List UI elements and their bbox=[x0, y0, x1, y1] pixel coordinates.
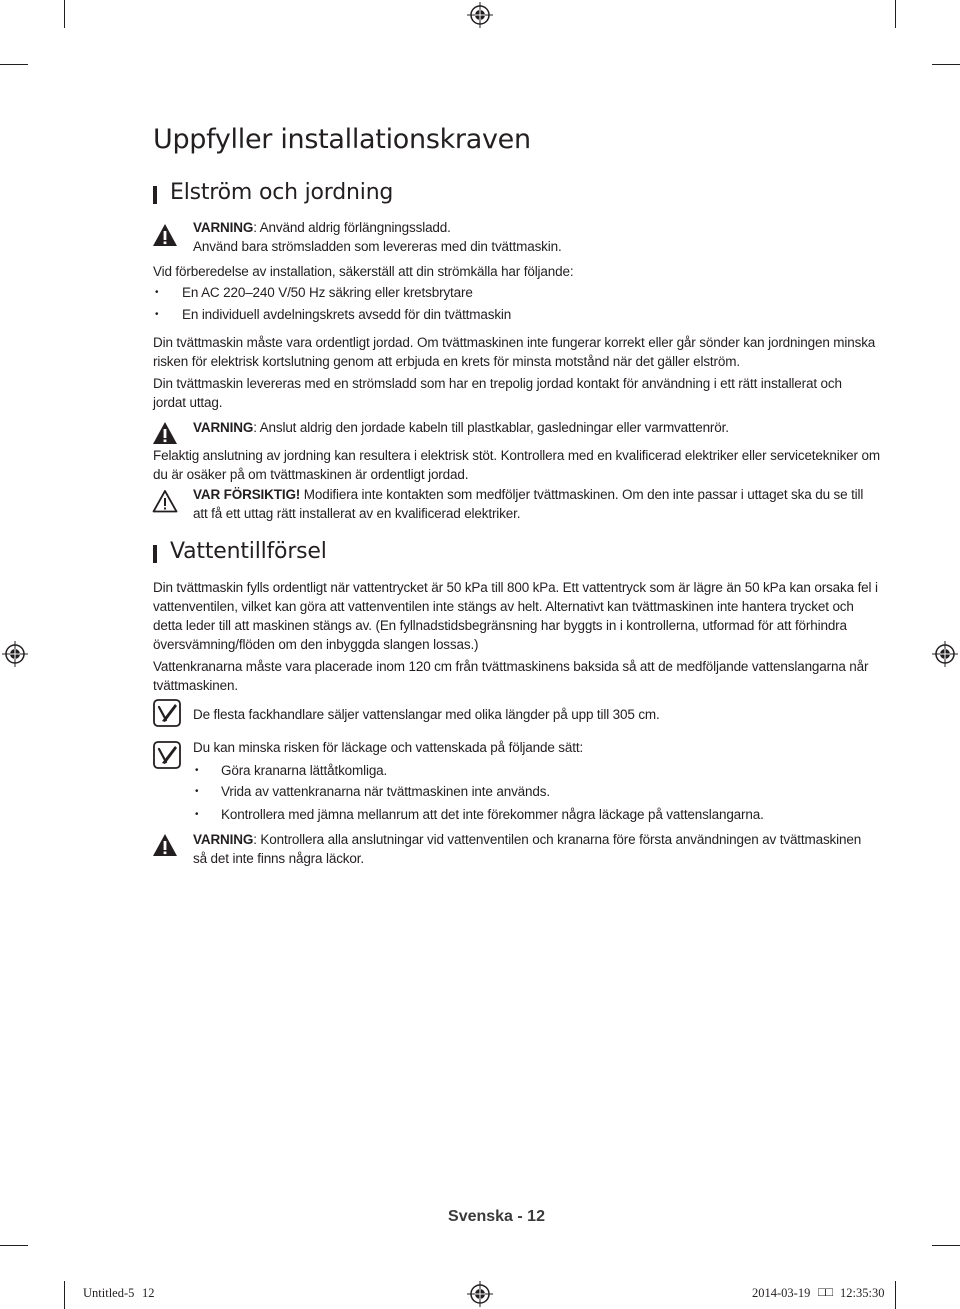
warning-label: VARNING bbox=[193, 420, 254, 435]
paragraph-water-pressure-line: detta leder till att maskinen stängs av. (En fyllnadstidsbegränsning har byggts in i kontrollerna, utformad för att förhindra bbox=[153, 618, 847, 633]
paragraph-incorrect-grounding-line: du är osäker på om tvättmaskinen är ordentligt jordad. bbox=[153, 467, 469, 482]
slug-page-number: 12 bbox=[142, 1286, 155, 1300]
caution-text-line2: att få ett uttag rätt installerat av en kvalificerad elektriker. bbox=[193, 506, 521, 521]
paragraph-power-cord-line: jordat uttag. bbox=[153, 395, 223, 410]
warning-label: VARNING bbox=[193, 832, 254, 847]
crop-mark-top-right-h bbox=[932, 64, 960, 65]
section-title-electricity: Elström och jordning bbox=[170, 180, 394, 205]
caution-plug bbox=[193, 485, 863, 505]
bullet-dot: • bbox=[155, 287, 159, 298]
warning-ground-cable bbox=[193, 418, 729, 438]
page-number-label: Svenska - 12 bbox=[448, 1208, 545, 1225]
registration-mark-icon bbox=[467, 1281, 493, 1307]
warning-triangle-icon bbox=[152, 833, 178, 857]
crop-mark-top-left-v bbox=[64, 0, 65, 28]
note-hose-length: De flesta fackhandlare säljer vattenslangar med olika längder på upp till 305 cm. bbox=[193, 707, 660, 722]
section-bar bbox=[153, 545, 157, 563]
page-title: Uppfyller installationskraven bbox=[153, 124, 531, 155]
slug-boxes: □□ bbox=[818, 1285, 834, 1299]
bullet-dot: • bbox=[195, 809, 199, 820]
warning-text-line2: Använd bara strömsladden som levereras med din tvättmaskin. bbox=[193, 239, 562, 254]
crop-mark-bottom-left-h bbox=[0, 1245, 28, 1246]
warning-text-line2: så det inte finns några läckor. bbox=[193, 851, 364, 866]
warning-text: : Anslut aldrig den jordade kabeln till plastkablar, gasledningar eller varmvattenrör. bbox=[253, 420, 729, 435]
paragraph-grounding-line: Din tvättmaskin måste vara ordentligt jordad. Om tvättmaskinen inte fungerar korrekt eller går sönder kan jordningen minska bbox=[153, 335, 876, 350]
paragraph-faucet-distance-line: tvättmaskinen. bbox=[153, 678, 238, 693]
paragraph-incorrect-grounding-line: Felaktig anslutning av jordning kan resultera i elektrisk stöt. Kontrollera med en kvalificerad elektriker eller servicetekniker om bbox=[153, 448, 880, 463]
warning-triangle-icon bbox=[152, 223, 178, 247]
section-title-water-supply: Vattentillförsel bbox=[170, 539, 327, 564]
paragraph-water-pressure-line: Din tvättmaskin fylls ordentligt när vattentrycket är 50 kPa till 800 kPa. Ett vattentryck som är lägre än 50 kPa kan orsaka fel i bbox=[153, 580, 878, 595]
bullet-dot: • bbox=[195, 786, 199, 797]
caution-label: VAR FÖRSIKTIG! bbox=[193, 487, 301, 502]
list-item: Göra kranarna lättåtkomliga. bbox=[221, 763, 388, 778]
crop-mark-bottom-right-h bbox=[932, 1245, 960, 1246]
paragraph-water-pressure-line: översvämning/flöden om den inbyggda slangen lossas.) bbox=[153, 637, 479, 652]
crop-mark-top-left-h bbox=[0, 64, 28, 65]
intro-paragraph: Vid förberedelse av installation, säkerställ att din strömkälla har följande: bbox=[153, 264, 574, 279]
warning-extension-cord bbox=[193, 218, 451, 238]
bullet-dot: • bbox=[195, 765, 199, 776]
caution-triangle-icon bbox=[152, 489, 178, 513]
list-item: En AC 220–240 V/50 Hz säkring eller kretsbrytare bbox=[182, 285, 473, 300]
caution-text: Modifiera inte kontakten som medföljer tvättmaskinen. Om den inte passar i uttaget ska du se till bbox=[300, 487, 864, 502]
note-pencil-icon bbox=[153, 741, 181, 769]
crop-mark-bottom-right-v bbox=[895, 1281, 896, 1309]
section-bar bbox=[153, 186, 157, 204]
paragraph-water-pressure-line: vattenventilen, vilket kan göra att vattenventilen inte stängs av helt. Alternativt kan tvättmaskinen inte hantera trycket och bbox=[153, 599, 854, 614]
list-item: Vrida av vattenkranarna när tvättmaskinen inte används. bbox=[221, 784, 550, 799]
slug-date: 2014-03-19 bbox=[752, 1286, 811, 1300]
warning-label: VARNING bbox=[193, 220, 254, 235]
registration-mark-icon bbox=[932, 641, 958, 667]
note-leak-intro: Du kan minska risken för läckage och vattenskada på följande sätt: bbox=[193, 740, 584, 755]
crop-mark-bottom-left-v bbox=[64, 1281, 65, 1309]
registration-mark-icon bbox=[2, 641, 28, 667]
slug-time: 12:35:30 bbox=[840, 1286, 885, 1300]
warning-text: : Kontrollera alla anslutningar vid vattenventilen och kranarna före första användningen av tvättmaskinen bbox=[253, 832, 862, 847]
list-item: Kontrollera med jämna mellanrum att det inte förekommer några läckage på vattenslangarna. bbox=[221, 807, 764, 822]
warning-triangle-icon bbox=[152, 421, 178, 445]
paragraph-faucet-distance-line: Vattenkranarna måste vara placerade inom 120 cm från tvättmaskinens baksida så att de medföljande vattenslangarna når bbox=[153, 659, 869, 674]
slug-file-name: Untitled-5 bbox=[83, 1286, 135, 1300]
paragraph-power-cord-line: Din tvättmaskin levereras med en strömsladd som har en trepolig jordad kontakt för användning i ett rätt installerat och bbox=[153, 376, 842, 391]
paragraph-grounding-line: risken för elektrisk kortslutning genom att erbjuda en krets för minsta motstånd när det gäller elström. bbox=[153, 354, 740, 369]
warning-text: : Använd aldrig förlängningssladd. bbox=[253, 220, 451, 235]
bullet-dot: • bbox=[155, 309, 159, 320]
note-pencil-icon bbox=[153, 699, 181, 727]
list-item: En individuell avdelningskrets avsedd för din tvättmaskin bbox=[182, 307, 512, 322]
crop-mark-top-right-v bbox=[895, 0, 896, 28]
warning-check-connections bbox=[193, 830, 861, 850]
registration-mark-icon bbox=[467, 2, 493, 28]
